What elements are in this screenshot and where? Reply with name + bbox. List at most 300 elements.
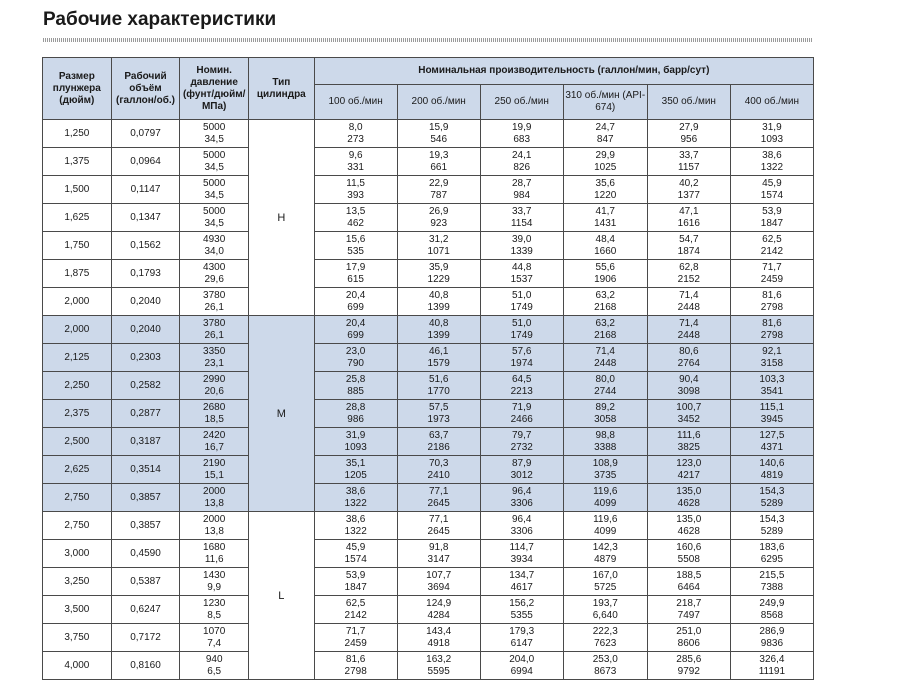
cell-pressure-top: 3780: [203, 317, 226, 329]
table-row: [43, 484, 814, 512]
cell-pressure-top: 1230: [203, 597, 226, 609]
cell-capacity-bottom: 1749: [510, 329, 533, 341]
cell-capacity: [397, 624, 480, 652]
cell-capacity: [730, 624, 813, 652]
cell-capacity-top: 81,6: [762, 289, 782, 301]
cell-capacity-bottom: 1339: [510, 245, 533, 257]
cell-capacity-top: 51,0: [511, 317, 532, 329]
table-row: [43, 456, 814, 484]
cell-capacity-top: 77,1: [428, 485, 449, 497]
header-rpm-100: 100 об./мин: [314, 85, 397, 120]
cell-capacity-bottom: 2466: [510, 413, 533, 425]
cell-capacity: [397, 344, 480, 372]
cell-capacity-bottom: 2459: [344, 637, 367, 649]
cell-capacity-bottom: 1579: [427, 357, 450, 369]
cell-pressure-bottom: 8,5: [207, 609, 222, 621]
cell-capacity-bottom: 3945: [760, 413, 784, 425]
cell-capacity: [647, 400, 730, 428]
cell-capacity-top: 62,8: [679, 261, 699, 273]
cell-capacity-top: 22,9: [428, 177, 449, 189]
cell-capacity: [563, 344, 647, 372]
cell-capacity-bottom: 1974: [510, 357, 533, 369]
cell-capacity: [563, 372, 647, 400]
cell-capacity: [480, 428, 563, 456]
table-row: [43, 428, 814, 456]
cell-capacity: [314, 344, 397, 372]
cell-capacity-bottom: 331: [347, 161, 364, 173]
cell-capacity-bottom: 1154: [510, 217, 533, 229]
cell-capacity-top: 70,3: [428, 457, 449, 469]
cell-capacity: [563, 456, 647, 484]
cell-capacity-bottom: 4617: [510, 581, 533, 593]
cell-capacity-bottom: 1377: [677, 189, 700, 201]
cell-pressure-top: 1680: [203, 541, 226, 553]
table-row: [43, 260, 814, 288]
cell-capacity: [730, 456, 813, 484]
cell-capacity-bottom: 4918: [427, 637, 450, 649]
cell-capacity-bottom: 661: [430, 161, 448, 173]
table-row: [43, 512, 814, 540]
cell-pressure-top: 2420: [203, 429, 226, 441]
cell-capacity-top: 143,4: [426, 625, 452, 637]
header-rpm-310: 310 об./мин (API-674): [563, 85, 647, 120]
cell-capacity: [397, 512, 480, 540]
cell-capacity-bottom: 1537: [510, 273, 533, 285]
cell-capacity: [647, 456, 730, 484]
cell-capacity-top: 33,7: [511, 205, 532, 217]
cell-capacity-bottom: 5595: [427, 665, 450, 677]
cell-capacity-bottom: 2142: [760, 245, 784, 257]
cell-capacity: [730, 568, 813, 596]
cell-capacity-top: 96,4: [511, 513, 532, 525]
cell-capacity-top: 27,9: [679, 121, 699, 133]
cell-pressure-bottom: 34,5: [204, 189, 224, 201]
cell-capacity-top: 47,1: [679, 205, 699, 217]
cell-plunger-size: 4,000: [43, 652, 112, 680]
cell-capacity-bottom: 1093: [760, 133, 784, 145]
cell-capacity-bottom: 2448: [594, 357, 617, 369]
cell-capacity-bottom: 1749: [510, 301, 533, 313]
cell-capacity-top: 218,7: [676, 597, 702, 609]
cell-capacity-bottom: 3735: [594, 469, 617, 481]
cell-capacity: [480, 456, 563, 484]
performance-table: [42, 57, 814, 680]
cell-capacity: [314, 288, 397, 316]
table-row: [43, 540, 814, 568]
cell-capacity: [314, 624, 397, 652]
cell-capacity-top: 92,1: [762, 345, 782, 357]
cell-pressure-bottom: 13,8: [204, 525, 224, 537]
cell-capacity: [397, 400, 480, 428]
cell-capacity: [563, 260, 647, 288]
cell-displacement: 0,2303: [111, 344, 180, 372]
cell-capacity-bottom: 6464: [677, 581, 700, 593]
cell-pressure: [180, 652, 249, 680]
cell-capacity-bottom: 5289: [760, 525, 784, 537]
cell-capacity-top: 160,6: [676, 541, 702, 553]
cell-pressure-bottom: 26,1: [204, 301, 224, 313]
cell-displacement: 0,3187: [111, 428, 180, 456]
cell-pressure: [180, 176, 249, 204]
cell-capacity-top: 62,5: [762, 233, 782, 245]
cell-pressure-top: 3780: [203, 289, 226, 301]
cell-capacity-bottom: 5725: [594, 581, 617, 593]
cell-capacity-bottom: 4099: [594, 497, 617, 509]
cell-capacity: [397, 456, 480, 484]
cell-plunger-size: 1,375: [43, 148, 112, 176]
cell-capacity-top: 285,6: [676, 653, 702, 665]
cell-capacity-bottom: 1770: [427, 385, 450, 397]
cell-capacity-top: 11,5: [346, 177, 365, 189]
cell-capacity-top: 115,1: [759, 401, 785, 413]
cell-capacity-top: 15,6: [345, 233, 366, 245]
cell-capacity-bottom: 984: [513, 189, 531, 201]
cell-capacity-top: 46,1: [428, 345, 449, 357]
cell-capacity-top: 71,4: [595, 345, 615, 357]
cell-capacity: [480, 120, 563, 148]
header-cylinder-type: Тип цилиндра: [249, 58, 315, 120]
cell-capacity: [730, 288, 813, 316]
cell-capacity-bottom: 9792: [677, 665, 700, 677]
cell-capacity-bottom: 5289: [760, 497, 784, 509]
cell-capacity: [647, 260, 730, 288]
cell-capacity-bottom: 2798: [760, 301, 784, 313]
cell-capacity-top: 28,8: [345, 401, 366, 413]
cell-capacity: [397, 260, 480, 288]
cell-pressure-top: 2190: [203, 457, 226, 469]
cell-pressure-bottom: 20,6: [204, 385, 224, 397]
cell-capacity: [480, 232, 563, 260]
cell-capacity-bottom: 393: [347, 189, 364, 201]
cell-capacity: [730, 372, 813, 400]
cell-capacity-top: 40,8: [428, 289, 449, 301]
cell-capacity: [730, 176, 813, 204]
cell-capacity-top: 89,2: [595, 401, 615, 413]
cell-capacity: [480, 652, 563, 680]
cell-displacement: 0,1562: [111, 232, 180, 260]
page-title: Рабочие характеристики: [43, 9, 277, 30]
cell-plunger-size: 3,000: [43, 540, 112, 568]
cell-pressure: [180, 148, 249, 176]
cell-displacement: 0,0964: [111, 148, 180, 176]
cell-capacity-bottom: 3306: [510, 497, 533, 509]
cell-displacement: 0,3514: [111, 456, 180, 484]
cell-capacity-top: 135,0: [676, 485, 702, 497]
cell-capacity: [730, 512, 813, 540]
cell-capacity: [314, 540, 397, 568]
cell-cylinder-type: M: [249, 316, 315, 512]
cell-capacity-bottom: 3306: [510, 525, 533, 537]
cell-displacement: 0,8160: [111, 652, 180, 680]
cell-capacity: [730, 120, 813, 148]
cell-capacity: [397, 652, 480, 680]
cell-capacity-bottom: 826: [513, 161, 531, 173]
cell-capacity-top: 134,7: [509, 569, 535, 581]
cell-plunger-size: 3,750: [43, 624, 112, 652]
cell-capacity-bottom: 5508: [677, 553, 700, 565]
cell-capacity: [563, 596, 647, 624]
cell-capacity-bottom: 3694: [427, 581, 450, 593]
cell-displacement: 0,4590: [111, 540, 180, 568]
header-rated-capacity: Номинальная производительность (галлон/мин, барр/сут): [314, 58, 813, 85]
cell-capacity: [480, 568, 563, 596]
cell-capacity-top: 29,9: [595, 149, 615, 161]
cell-pressure: [180, 344, 249, 372]
cell-capacity-top: 98,8: [595, 429, 615, 441]
cell-capacity: [563, 568, 647, 596]
cell-displacement: 0,6247: [111, 596, 180, 624]
cell-displacement: 0,0797: [111, 120, 180, 148]
cell-capacity-bottom: 3934: [510, 553, 533, 565]
cell-capacity-bottom: 1399: [427, 301, 450, 313]
cell-capacity-top: 111,6: [677, 429, 701, 441]
cell-capacity-top: 140,6: [759, 457, 785, 469]
cell-displacement: 0,1347: [111, 204, 180, 232]
cell-capacity-top: 119,6: [593, 513, 618, 525]
cell-capacity-bottom: 6295: [760, 553, 784, 565]
cell-capacity-bottom: 273: [347, 133, 364, 145]
cell-plunger-size: 1,625: [43, 204, 112, 232]
cell-capacity-top: 142,3: [592, 541, 618, 553]
cell-capacity-bottom: 7497: [677, 609, 700, 621]
cell-capacity-top: 127,5: [759, 429, 785, 441]
cell-capacity: [647, 176, 730, 204]
cell-capacity: [647, 484, 730, 512]
cell-capacity: [647, 596, 730, 624]
cell-capacity: [480, 176, 563, 204]
cell-capacity-top: 15,9: [428, 121, 449, 133]
cell-capacity-bottom: 2142: [344, 609, 367, 621]
cell-capacity: [563, 484, 647, 512]
cell-pressure-bottom: 11,6: [204, 553, 224, 565]
cell-capacity: [647, 316, 730, 344]
cell-capacity-bottom: 1847: [344, 581, 367, 593]
cell-pressure-bottom: 29,6: [204, 273, 224, 285]
cell-capacity-top: 123,0: [676, 457, 702, 469]
cell-capacity: [563, 120, 647, 148]
cell-capacity-top: 57,6: [511, 345, 532, 357]
cell-pressure: [180, 288, 249, 316]
cell-plunger-size: 2,250: [43, 372, 112, 400]
cell-capacity-top: 38,6: [345, 485, 366, 497]
cell-capacity-top: 108,9: [592, 457, 618, 469]
cell-capacity-top: 77,1: [428, 513, 449, 525]
cell-capacity-top: 167,0: [592, 569, 618, 581]
table-row: [43, 652, 814, 680]
cell-plunger-size: 2,375: [43, 400, 112, 428]
cell-capacity-top: 45,9: [345, 541, 366, 553]
table-row: [43, 344, 814, 372]
cell-displacement: 0,1147: [111, 176, 180, 204]
cell-capacity-bottom: 3388: [594, 441, 617, 453]
cell-capacity: [647, 428, 730, 456]
cell-capacity-bottom: 1906: [594, 273, 617, 285]
cell-capacity-top: 63,2: [595, 289, 615, 301]
cell-capacity-bottom: 2448: [677, 329, 700, 341]
cell-capacity-bottom: 885: [347, 385, 364, 397]
cell-capacity: [397, 204, 480, 232]
cell-pressure: [180, 120, 249, 148]
cell-capacity: [314, 204, 397, 232]
cell-pressure-bottom: 15,1: [204, 469, 224, 481]
table-row: [43, 148, 814, 176]
cell-displacement: 0,5387: [111, 568, 180, 596]
cell-capacity-top: 251,0: [676, 625, 702, 637]
cell-plunger-size: 3,250: [43, 568, 112, 596]
cell-capacity-top: 51,0: [511, 289, 532, 301]
cell-capacity-bottom: 2645: [427, 497, 450, 509]
cell-plunger-size: 2,500: [43, 428, 112, 456]
cell-capacity-top: 79,7: [511, 429, 532, 441]
cell-capacity: [730, 652, 813, 680]
cell-pressure-bottom: 7,4: [207, 637, 222, 649]
cell-capacity-top: 193,7: [592, 597, 618, 609]
cell-capacity-bottom: 3825: [677, 441, 700, 453]
cell-capacity-bottom: 1847: [760, 217, 784, 229]
cell-capacity-bottom: 2186: [427, 441, 450, 453]
cell-pressure-top: 5000: [203, 121, 226, 133]
cell-capacity: [563, 316, 647, 344]
table-row: [43, 400, 814, 428]
cell-capacity-top: 41,7: [595, 205, 615, 217]
cell-capacity-bottom: 3452: [677, 413, 700, 425]
cell-capacity-top: 81,6: [762, 317, 782, 329]
cell-plunger-size: 1,250: [43, 120, 112, 148]
cell-capacity: [314, 512, 397, 540]
cell-plunger-size: 2,000: [43, 316, 112, 344]
cell-capacity: [647, 288, 730, 316]
table-row: [43, 288, 814, 316]
table-row: [43, 120, 814, 148]
cell-capacity-bottom: 4099: [594, 525, 617, 537]
cell-capacity-top: 204,0: [509, 653, 535, 665]
cell-pressure-top: 2990: [203, 373, 226, 385]
cell-capacity-top: 24,7: [595, 121, 615, 133]
cell-capacity-bottom: 3058: [594, 413, 617, 425]
cell-displacement: 0,1793: [111, 260, 180, 288]
cell-capacity: [730, 260, 813, 288]
cell-capacity-top: 31,9: [762, 121, 782, 133]
cell-capacity-top: 40,2: [679, 177, 699, 189]
cell-capacity: [730, 204, 813, 232]
cell-capacity-top: 48,4: [595, 233, 615, 245]
cell-plunger-size: 2,750: [43, 512, 112, 540]
cell-capacity-top: 31,9: [345, 429, 366, 441]
cell-capacity-top: 35,1: [345, 457, 366, 469]
cell-capacity-bottom: 2410: [427, 469, 450, 481]
cell-capacity-top: 253,0: [592, 653, 618, 665]
table-body: [43, 120, 814, 680]
cell-capacity-top: 25,8: [345, 373, 366, 385]
cell-capacity-top: 53,9: [762, 205, 782, 217]
cell-capacity-bottom: 1660: [594, 245, 617, 257]
cell-plunger-size: 2,625: [43, 456, 112, 484]
cell-capacity: [563, 540, 647, 568]
cell-capacity: [480, 288, 563, 316]
cell-capacity-bottom: 2744: [594, 385, 617, 397]
cell-capacity: [563, 624, 647, 652]
header-rpm-400: 400 об./мин: [730, 85, 813, 120]
cell-capacity: [314, 148, 397, 176]
header-plunger-size: Размер плунжера (дюйм): [43, 58, 112, 120]
cell-capacity-top: 183,6: [759, 541, 785, 553]
cell-capacity: [480, 148, 563, 176]
cell-pressure-top: 3350: [203, 345, 226, 357]
cell-capacity-bottom: 546: [430, 133, 448, 145]
cell-capacity-top: 249,9: [759, 597, 785, 609]
cell-capacity-bottom: 1574: [344, 553, 367, 565]
cell-pressure-top: 2000: [203, 513, 226, 525]
cell-displacement: 0,7172: [111, 624, 180, 652]
cell-capacity-top: 71,7: [762, 261, 782, 273]
cell-capacity-top: 13,5: [345, 205, 366, 217]
cell-capacity: [397, 484, 480, 512]
cell-capacity: [647, 344, 730, 372]
table-row: [43, 624, 814, 652]
cell-capacity-top: 326,4: [759, 653, 785, 665]
cell-capacity-bottom: 4217: [677, 469, 700, 481]
cell-capacity-bottom: 6147: [510, 637, 533, 649]
cell-capacity-bottom: 1220: [594, 189, 617, 201]
cell-plunger-size: 2,750: [43, 484, 112, 512]
cell-pressure-bottom: 34,0: [204, 245, 224, 257]
cell-capacity-bottom: 4628: [677, 525, 700, 537]
cell-capacity-top: 156,2: [509, 597, 535, 609]
cell-capacity-bottom: 1616: [677, 217, 700, 229]
cell-pressure-top: 1430: [203, 569, 226, 581]
cell-capacity-top: 39,0: [511, 233, 532, 245]
cell-capacity-top: 62,5: [345, 597, 366, 609]
cell-capacity-top: 80,6: [679, 345, 699, 357]
cell-capacity-bottom: 956: [680, 133, 698, 145]
cell-capacity-top: 33,7: [679, 149, 699, 161]
cell-plunger-size: 1,500: [43, 176, 112, 204]
cell-capacity-bottom: 7623: [594, 637, 617, 649]
cell-capacity-bottom: 1973: [427, 413, 450, 425]
cell-pressure: [180, 400, 249, 428]
cell-pressure-bottom: 26,1: [204, 329, 224, 341]
cell-capacity: [480, 624, 563, 652]
cell-displacement: 0,3857: [111, 484, 180, 512]
cell-capacity: [314, 400, 397, 428]
cell-capacity-bottom: 2168: [594, 301, 617, 313]
cell-capacity: [480, 512, 563, 540]
cell-displacement: 0,2877: [111, 400, 180, 428]
cell-capacity-bottom: 1874: [677, 245, 700, 257]
cell-capacity: [397, 596, 480, 624]
cell-capacity-top: 17,9: [345, 261, 366, 273]
cell-capacity-top: 286,9: [759, 625, 785, 637]
cell-capacity: [730, 344, 813, 372]
cell-capacity: [563, 176, 647, 204]
cell-capacity: [563, 652, 647, 680]
cell-capacity-top: 8,0: [348, 121, 363, 133]
cell-pressure: [180, 204, 249, 232]
cell-capacity-top: 188,5: [676, 569, 702, 581]
title-divider: [43, 38, 813, 42]
cell-capacity: [730, 596, 813, 624]
cell-pressure-bottom: 16,7: [204, 441, 224, 453]
cell-capacity: [397, 148, 480, 176]
cell-capacity: [563, 148, 647, 176]
cell-capacity: [647, 652, 730, 680]
cell-capacity-bottom: 4371: [760, 441, 784, 453]
cell-capacity-bottom: 462: [347, 217, 364, 229]
table-row: [43, 204, 814, 232]
cell-plunger-size: 2,000: [43, 288, 112, 316]
cell-capacity-top: 119,6: [593, 485, 618, 497]
cell-capacity-bottom: 847: [596, 133, 614, 145]
